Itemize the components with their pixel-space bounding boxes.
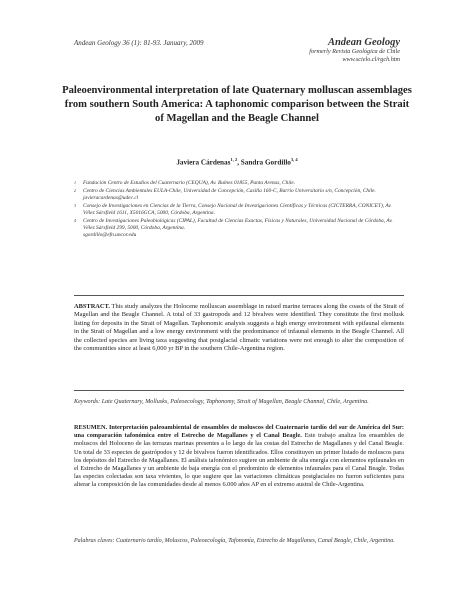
affiliation-item <box>74 203 404 217</box>
abstract <box>74 303 404 353</box>
journal-url[interactable]: www.scielo.cl/rgch.htm <box>342 56 400 63</box>
abstract-top-rule <box>74 295 404 296</box>
affiliation-text: Centro de Investigaciones Paleobiológicas (CIPAL), Facultad de Ciencias Exactas, Físicas y Naturales, Universidad Nacional de Córdoba, Av. Vélez Sársfield 299, 5000, Córdoba, Argentina. <box>83 217 393 231</box>
affiliation-item <box>74 180 404 187</box>
abstract-label: ABSTRACT. <box>74 303 110 310</box>
author-name: Sandra Gordillo <box>240 158 291 167</box>
abstract-text: This study analyzes the Holocene molluscan assemblage in raised marine terraces along the coasts of the Strait of Magellan and the Beagle Channel. A total of 33 gastropods and 12 bivalves were identified. They constitute the first mollusk listing for deposits in the Strait of Magellan. Taphonomic analysis suggests a high energy environment with epifaunal elements in the Strait of Magellan and a low energy environment with the predominance of infaunal elements in the Beagle Channel. All the collected species are living taxa suggesting that postglacial climatic variations were not enough to alter the composition of the communities since at least 6,000 yr BP in the southern Chile-Argentina region. <box>74 303 404 353</box>
author-line <box>60 157 414 166</box>
palabras-claves: Palabras claves: Cuaternario tardío, Moluscos, Paleoecología, Tafonomía, Estrecho de Magallanes, Canal Beagle, Chile, Argentina. <box>74 538 395 544</box>
resumen-text: Este trabajo analiza los ensambles de moluscos del Holoceno de las terrazas marinas presentes a lo largo de las costas del Estrecho de Magallanes y del Canal Beagle. Un total de 33 especies de gastrópodos y 12 de bivalvos fueron identificados. Ellos constituyen un primer listado de moluscos para los depósitos del Estrecho de Magallanes. El análisis tafonómico sugiere un ambiente de alta energía con elementos epifaunales en el Estrecho de Magallanes y un ambiente de baja energía con el predominio de elementos infaunales para el Canal Beagle. Todas las especies colectadas son taxa vivientes, lo que sugiere que las variaciones climáticas postglaciales no fueron suficientes para alterar la composición de las comunidades desde al menos 6.000 años AP en el extremo austral de Chile-Argentina. <box>74 432 404 489</box>
affiliation-text: Fundación Centro de Estudios del Cuaternario (CEQUA), Av. Bulnes 01855, Punta Arenas, Chile. <box>83 180 296 186</box>
resumen <box>74 424 404 490</box>
paper-title: Paleoenvironmental interpretation of late Quaternary molluscan assemblages from southern South America: A taphonomic comparison between the Strait of Magellan and the Beagle Channel <box>62 85 412 124</box>
affiliation-text: Centro de Ciencias Ambientales EULA-Chile, Universidad de Concepción, Casilla 160-C, Barrio Universitario s/n, Concepción, Chile. <box>83 187 376 194</box>
affiliation-item <box>74 218 404 240</box>
keywords: Keywords: Late Quaternary, Mollusks, Paleoecology, Taphonomy, Strait of Magellan, Beagle Channel, Chile, Argentina. <box>74 399 369 405</box>
author-separator: , <box>237 158 241 167</box>
affiliation-number: 1 <box>74 180 76 185</box>
affiliation-email[interactable]: javieracardenas@udec.cl <box>83 195 139 201</box>
author-affiliation-marker: 1, 2 <box>230 157 238 162</box>
affiliation-text: Consejo de Investigaciones en Ciencias de la Tierra, Consejo Nacional de Investigaciones Científicas y Técnicas (CICTERRA, CONICET), Av. Vélez Sársfield 1611, X5016GCA, 5000, Córdoba, Argentina. <box>83 202 392 216</box>
affiliation-item <box>74 188 404 202</box>
affiliation-email[interactable]: sgordillo@efn.uncor.edu <box>83 232 137 239</box>
journal-header <box>309 37 400 64</box>
abstract-bottom-rule <box>74 390 404 391</box>
affiliations <box>74 180 404 240</box>
citation-header: Andean Geology 36 (1): 81-93. January, 2009 <box>74 39 204 47</box>
resumen-label: RESUMEN. Interpretación paleoambiental de ensambles de moluscos del Cuaternario tardío del sur de América del Sur: una comparación tafonómica entre el Estrecho de Magallanes y el Canal Beagle. <box>74 424 404 440</box>
journal-former-name: formerly Revista Geológica de Chile <box>309 48 400 55</box>
affiliation-number: 4 <box>74 217 76 223</box>
affiliation-number: 3 <box>74 202 76 208</box>
affiliation-number: 2 <box>74 187 76 193</box>
author-name: Javiera Cárdenas <box>176 158 231 167</box>
author-affiliation-marker: 3, 4 <box>290 157 298 162</box>
journal-name: Andean Geology <box>327 37 400 48</box>
